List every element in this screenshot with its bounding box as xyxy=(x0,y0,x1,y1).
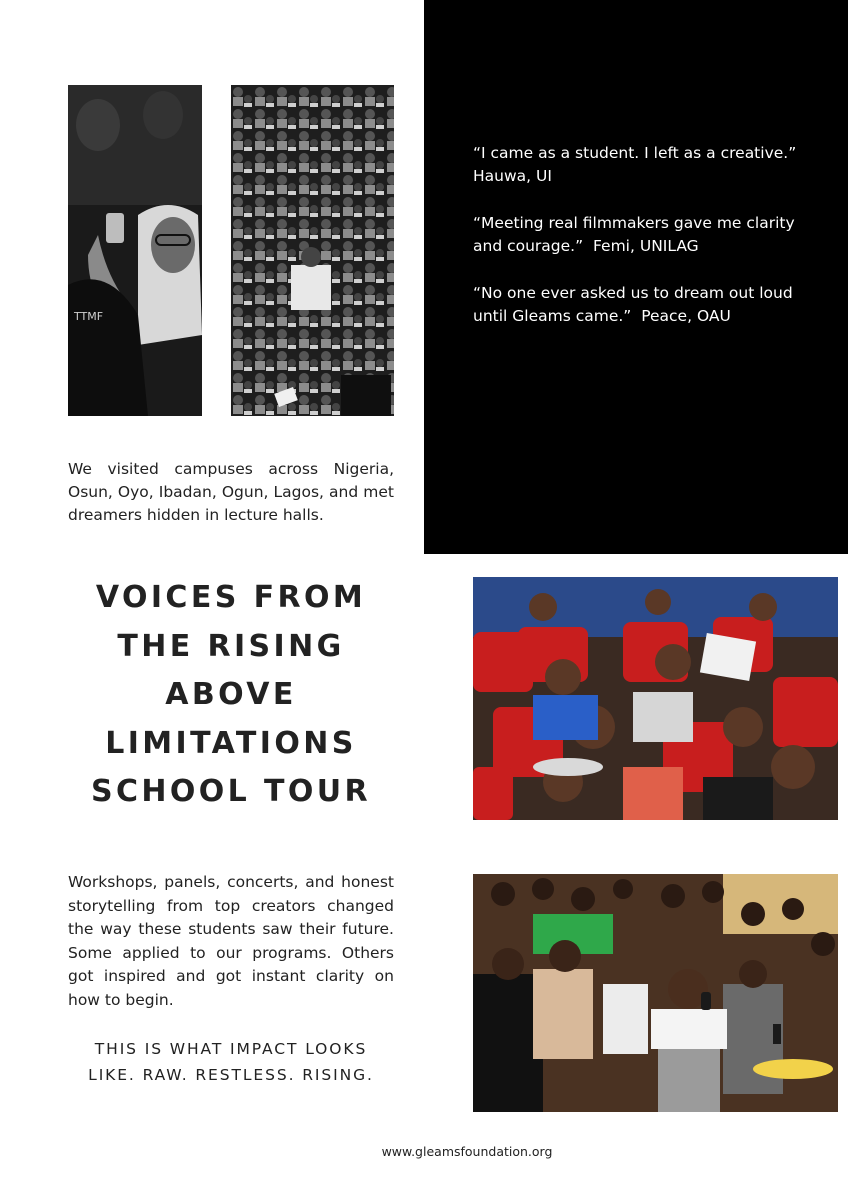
title-line: SCHOOL TOUR xyxy=(90,774,372,809)
tagline-line: LIKE. RAW. RESTLESS. RISING. xyxy=(88,1066,374,1084)
testimonial-1 xyxy=(473,142,818,188)
photo-student-with-phone xyxy=(68,85,202,416)
testimonials xyxy=(473,142,818,352)
quote-text: “I came as a student. I left as a creative.” xyxy=(473,144,797,162)
testimonial-2 xyxy=(473,212,818,258)
title-line: THE RISING xyxy=(117,628,345,664)
photo-audience-red-seats xyxy=(473,577,838,820)
tagline-line: THIS IS WHAT IMPACT LOOKS xyxy=(94,1040,368,1058)
svg-text:TTMF: TTMF xyxy=(74,310,104,323)
quote-attribution: Peace, OAU xyxy=(641,307,731,325)
testimonial-3 xyxy=(473,282,818,328)
photo-performer-crowd xyxy=(473,874,838,1112)
photo-crowd-bw xyxy=(231,85,394,416)
title-line: ABOVE xyxy=(165,677,297,712)
quote-text: “Meeting real filmmakers gave me clarity and courage.” xyxy=(473,214,795,255)
title-line: LIMITATIONS xyxy=(105,725,357,761)
intro-paragraph: We visited campuses across Nigeria, Osun, Oyo, Ibadan, Ogun, Lagos, and met dreamers hidden in lecture halls. xyxy=(68,460,394,524)
page-title xyxy=(76,574,386,817)
tagline xyxy=(68,1036,394,1088)
website-link[interactable]: www.gleamsfoundation.org xyxy=(381,1144,553,1159)
quote-attribution: Femi, UNILAG xyxy=(592,237,699,255)
body-paragraph: Workshops, panels, concerts, and honest storytelling from top creators changed the way these students saw their future. Some applied to our programs. Others got inspired and got instant clarity on how to begin. xyxy=(68,873,394,1009)
quote-text: “No one ever asked us to dream out loud until Gleams came.” xyxy=(473,284,793,325)
quote-attribution: Hauwa, UI xyxy=(473,167,552,185)
title-line: VOICES FROM xyxy=(95,580,367,615)
